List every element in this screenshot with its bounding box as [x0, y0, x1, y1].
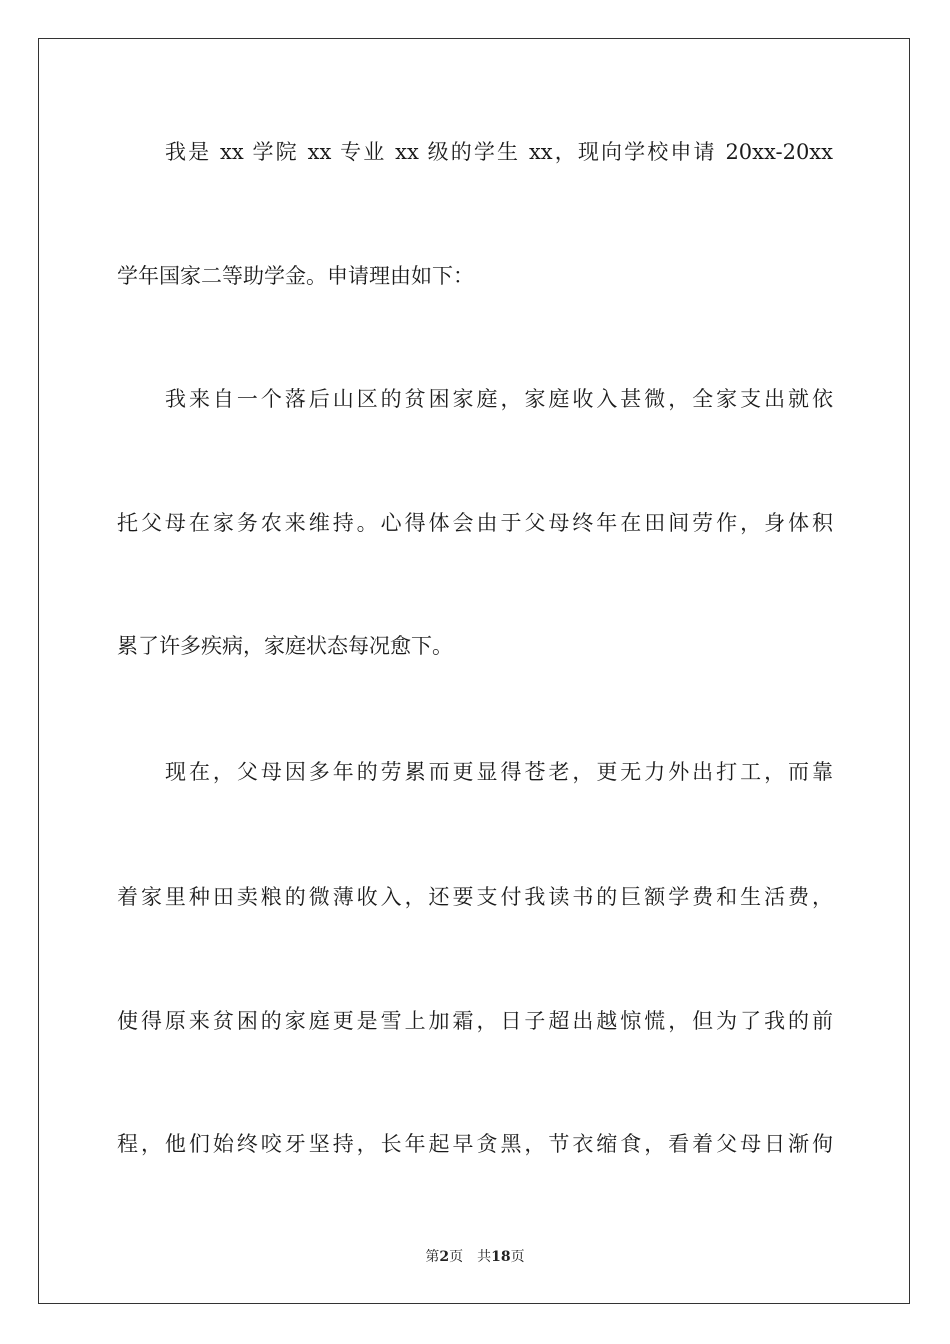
footer-total-pages: 18: [491, 1249, 511, 1265]
page-border: [38, 38, 910, 1304]
text-line-9: 程，他们始终咬牙坚持，长年起早贪黑，节衣缩食，看着父母日渐佝: [117, 1132, 833, 1156]
footer-page-number: 2: [439, 1249, 450, 1265]
text-line-4: 托父母在家务农来维持。心得体会由于父母终年在田间劳作，身体积: [117, 511, 833, 535]
text-line-5: 累了许多疾病，家庭状态每况愈下。: [117, 634, 453, 658]
text-line-8: 使得原来贫困的家庭更是雪上加霜，日子超出越惊慌，但为了我的前: [117, 1009, 833, 1033]
text-line-7: 着家里种田卖粮的微薄收入，还要支付我读书的巨额学费和生活费，: [117, 885, 833, 909]
page-footer: [0, 1246, 950, 1266]
footer-page-prefix: 第: [425, 1249, 440, 1265]
text-line-6: 现在，父母因多年的劳累而更显得苍老，更无力外出打工，而靠: [165, 760, 833, 784]
text-line-1: 我是 xx 学院 xx 专业 xx 级的学生 xx，现向学校申请 20xx-20xx: [165, 140, 833, 164]
footer-page-suffix: 页: [449, 1249, 464, 1265]
text-line-2: 学年国家二等助学金。申请理由如下：: [117, 264, 474, 288]
text-line-3: 我来自一个落后山区的贫困家庭，家庭收入甚微，全家支出就依: [165, 387, 833, 411]
footer-total-prefix: 共: [477, 1249, 492, 1265]
footer-total-suffix: 页: [510, 1249, 525, 1265]
